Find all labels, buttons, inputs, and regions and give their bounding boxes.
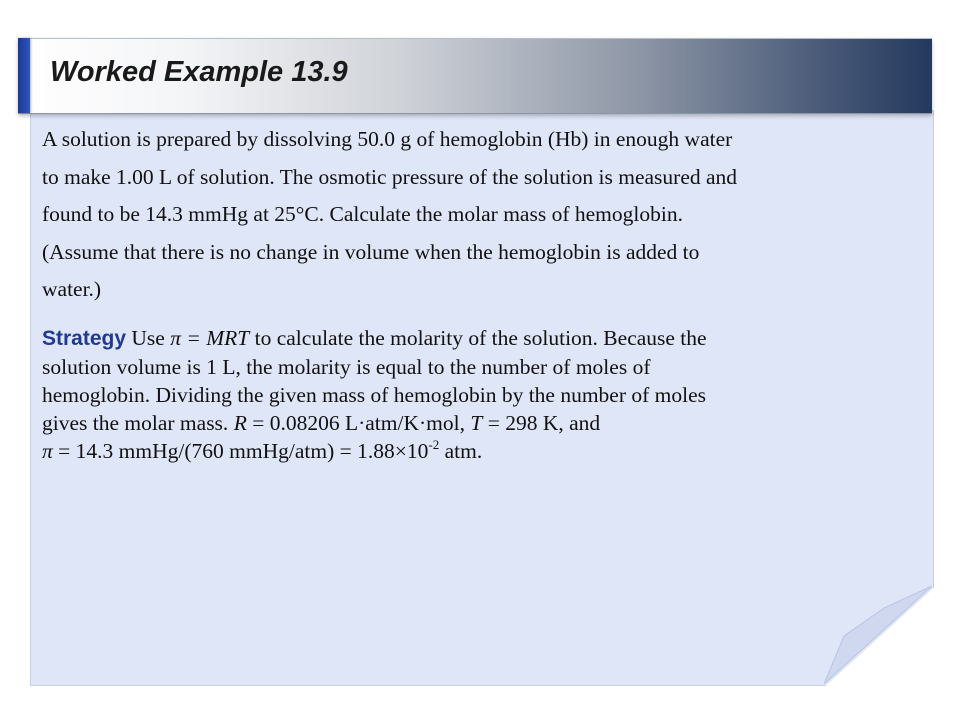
strategy-text: to calculate the molarity of the solution. Because the xyxy=(249,326,707,350)
problem-statement xyxy=(42,121,922,309)
osmotic-formula: π = MRT xyxy=(170,326,250,350)
exponent: -2 xyxy=(428,437,440,452)
problem-line: (Assume that there is no change in volume when the hemoglobin is added to xyxy=(42,239,700,264)
problem-line: found to be 14.3 mmHg at 25°C. Calculate the molar mass of hemoglobin. xyxy=(42,202,683,226)
strategy-line: solution volume is 1 L, the molarity is equal to the number of moles of xyxy=(42,355,651,379)
pressure-conversion: = 14.3 mmHg/(760 mmHg/atm) = 1.88×10 xyxy=(52,439,429,463)
strategy-text: gives the molar mass. xyxy=(42,411,234,435)
gas-constant-value: = 0.08206 L·atm/K·mol, xyxy=(246,411,471,435)
strategy-line xyxy=(42,437,922,465)
temperature-symbol: T xyxy=(470,411,483,435)
problem-line: A solution is prepared by dissolving 50.0 g of hemoglobin (Hb) in enough water xyxy=(42,127,733,151)
temperature-value: = 298 K, and xyxy=(482,411,601,435)
problem-line: water.) xyxy=(42,277,102,301)
pi-symbol: π xyxy=(42,439,53,463)
pressure-unit: atm. xyxy=(439,439,483,463)
gas-constant-symbol: R xyxy=(233,411,247,435)
problem-line: to make 1.00 L of solution. The osmotic pressure of the solution is measured and xyxy=(42,164,738,189)
title-accent-bar xyxy=(18,38,30,113)
strategy-use-word: Use xyxy=(131,326,171,350)
strategy-line: hemoglobin. Dividing the given mass of hemoglobin by the number of moles xyxy=(42,383,707,407)
strategy-section xyxy=(42,324,922,465)
strategy-line xyxy=(42,324,922,353)
strategy-line xyxy=(42,409,922,437)
page-title: Worked Example 13.9 xyxy=(50,56,348,88)
strategy-label: Strategy xyxy=(42,327,127,350)
